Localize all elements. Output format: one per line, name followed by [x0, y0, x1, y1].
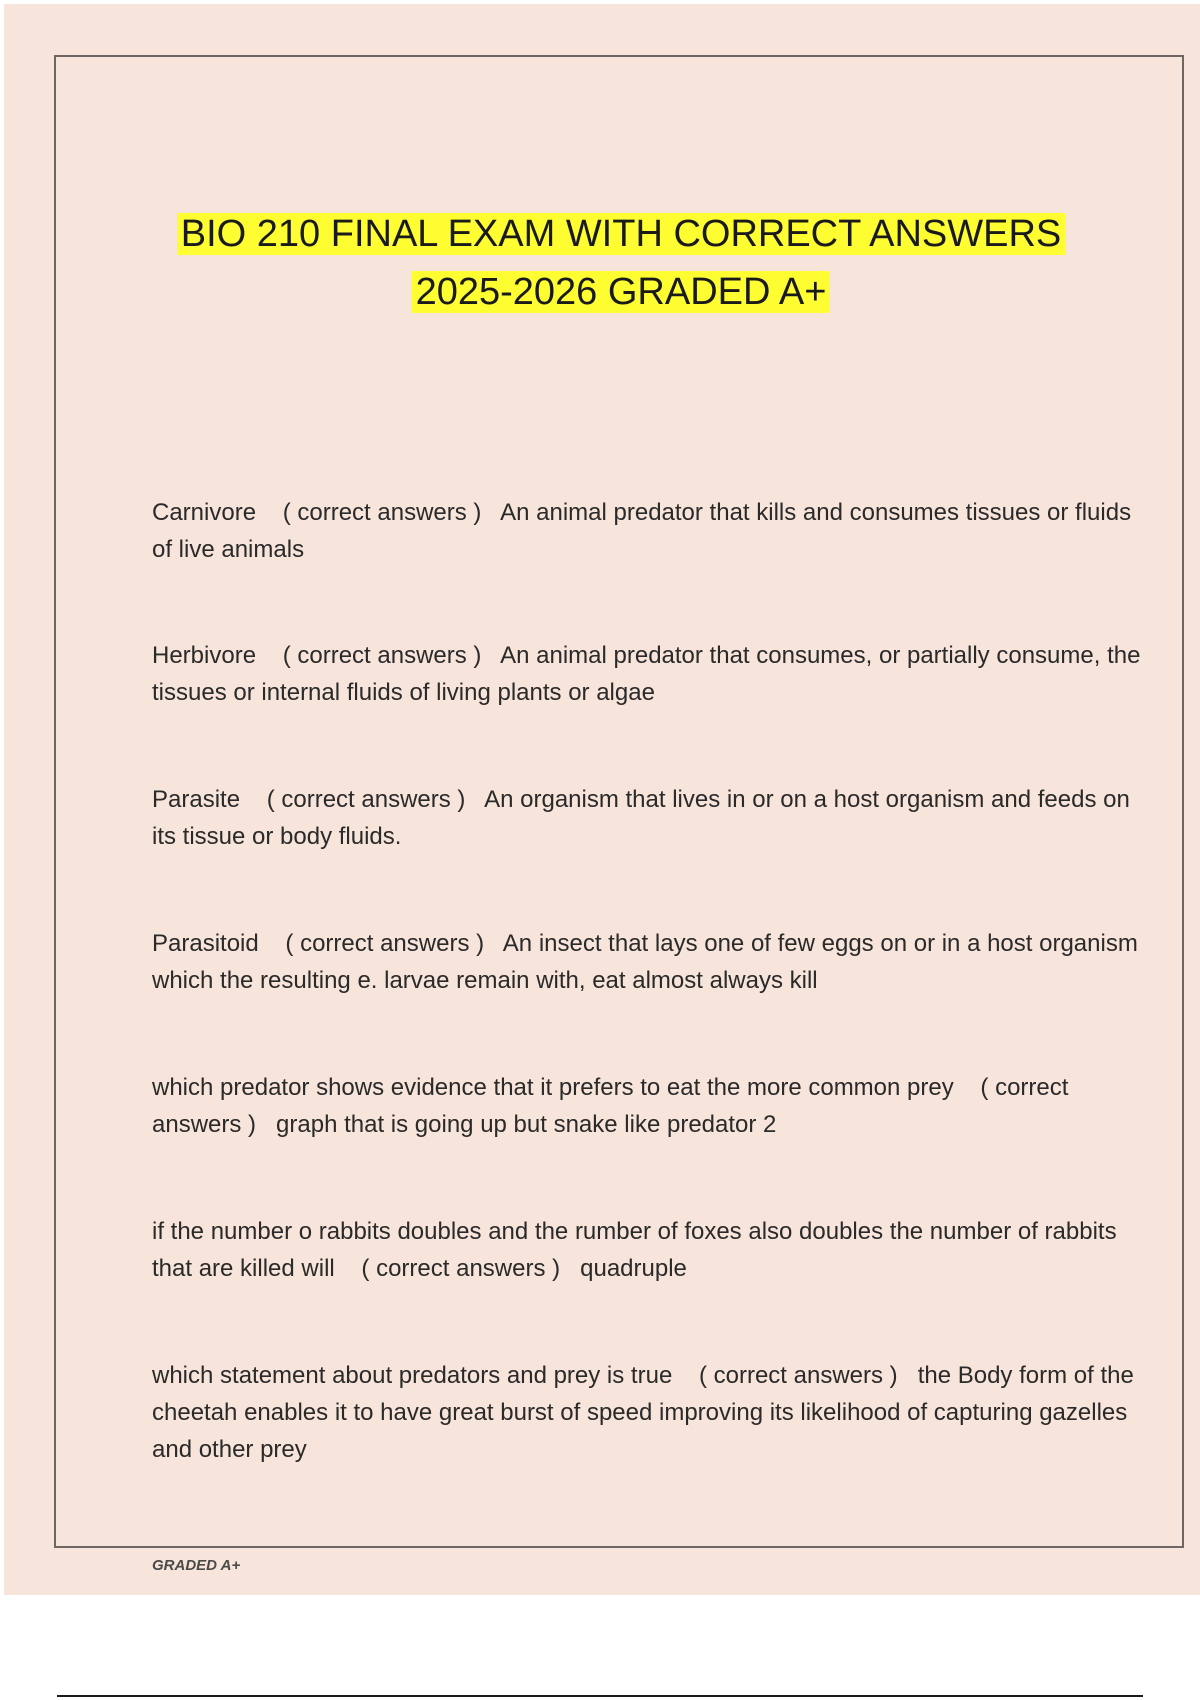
entry-answer: An animal predator that consumes, or partially consume, the tissues or internal fluids of living plants or algae [152, 642, 1141, 706]
answer-marker: ( correct answers ) [361, 1255, 561, 1282]
entry-term: Carnivore [152, 499, 257, 526]
entry-term: Parasite [152, 786, 241, 813]
title-line-2: 2025-2026 GRADED A+ [412, 271, 831, 313]
answer-marker: ( correct answers ) [152, 1074, 1069, 1138]
qa-entry [152, 1213, 1142, 1287]
entry-answer: An animal predator that kills and consumes tissues or fluids of live animals [152, 499, 1132, 563]
entry-answer: quadruple [580, 1255, 687, 1282]
entry-answer: An insect that lays one of few eggs on or in a host organism which the resulting e. larvae remain with, eat almost always kill [152, 930, 1138, 994]
qa-entry [152, 494, 1142, 568]
entry-answer: An organism that lives in or on a host organism and feeds on its tissue or body fluids. [152, 786, 1130, 850]
entry-answer: the Body form of the cheetah enables it to have great burst of speed improving its likelihood of capturing gazelles and other prey [152, 1362, 1134, 1463]
entry-term: which predator shows evidence that it prefers to eat the more common prey [152, 1074, 954, 1101]
qa-entry [152, 1357, 1142, 1468]
page-background [4, 4, 1200, 1595]
qa-entry [152, 1069, 1142, 1143]
qa-list [152, 494, 1142, 1538]
answer-marker: ( correct answers ) [266, 786, 466, 813]
entry-term: which statement about predators and prey is true [152, 1362, 673, 1389]
title-line-1: BIO 210 FINAL EXAM WITH CORRECT ANSWERS [177, 213, 1066, 255]
document-title [56, 205, 1186, 321]
bottom-divider [57, 1695, 1143, 1697]
document-frame [54, 55, 1184, 1574]
qa-entry [152, 781, 1142, 855]
footer-grade: GRADED A+ [152, 1557, 241, 1574]
entry-term: Herbivore [152, 642, 257, 669]
entry-answer: graph that is going up but snake like predator 2 [276, 1111, 777, 1138]
entry-term: Parasitoid [152, 930, 259, 957]
answer-marker: ( correct answers ) [282, 499, 482, 526]
answer-marker: ( correct answers ) [282, 642, 482, 669]
qa-entry [152, 925, 1142, 999]
entry-term: if the number o rabbits doubles and the rumber of foxes also doubles the number of rabbits that are killed will [152, 1218, 1117, 1282]
qa-entry [152, 637, 1142, 711]
answer-marker: ( correct answers ) [285, 930, 485, 957]
answer-marker: ( correct answers ) [698, 1362, 898, 1389]
